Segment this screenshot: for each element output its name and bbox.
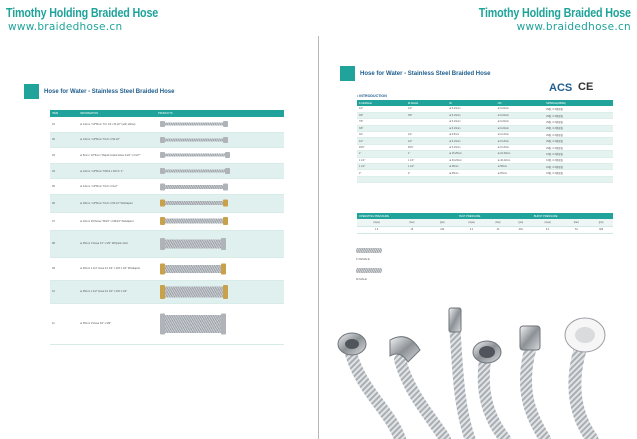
hose-6 [575,350,592,439]
spec-cell: ⊕ 65mm [496,170,545,176]
hose-fitting [223,183,228,190]
item-information: ⊕ 8mm / 10*6mm "Rapid Coded Hose F1/2" x F1/2"" [78,148,156,164]
hose-5 [526,350,545,439]
braided-hose-image [164,185,224,189]
hose-fitting [160,137,165,143]
pressure-unit: (psi) [510,219,532,226]
brand-url-left[interactable]: www.braidedhose.cn [8,21,123,33]
spec-cell: 3/8" [357,112,406,118]
male-hose-sample [356,268,382,273]
brand-url-right[interactable]: www.braidedhose.cn [516,21,631,33]
spec-cell: ⊕ 9.22mm [496,112,545,118]
spec-header: F-FEMALE [357,100,406,106]
fittings [338,308,605,363]
spec-cell: ⊕ 9.22mm [496,119,545,125]
hose-1 [350,350,400,439]
spec-cell: ⊕ 6.13mm [447,144,496,150]
female-hose-label: F-FEMALE [356,257,370,261]
spec-cell: 7/8" [357,119,406,125]
pressure-table [357,213,613,234]
pressure-unit: (bar) [563,219,589,226]
spec-cell: ⊕ 6.8mm [447,132,496,138]
left-product-table [50,110,284,345]
spec-cell: ⊕ 6.13mm [447,112,496,118]
right-section-title: Hose for Water - Stainless Steel Braided Hose [360,70,491,77]
product-row [50,280,284,303]
pressure-unit: (psi) [589,219,613,226]
spec-cell: ⊕ 30.23mm [447,157,496,163]
spec-cell: 1 1/4" [406,157,447,163]
hose-fitting [160,313,165,334]
braided-hose-image [164,239,222,248]
spec-cell: 16根, 0.3根规格 [544,164,613,170]
operating-pressure-header: OPERATING PRESSURE [357,213,457,219]
hose-4 [484,360,505,439]
item-number: 07 [50,212,78,230]
spec-cell: ⊕ 16.30mm [496,151,545,157]
spec-cell: 16根, 0.3根规格 [544,157,613,163]
spec-cell: ⊕ 40.42mm [496,157,545,163]
product-row [50,163,284,179]
braided-hose-image [164,219,224,224]
spec-row [357,176,613,182]
item-number: 08 [50,230,78,257]
hose-fitting [160,121,165,127]
pressure-value: 928 [589,226,613,233]
spec-cell [447,176,496,182]
hose-fitting [223,217,228,225]
brand-title-right: Timothy Holding Braided Hose [478,6,631,20]
item-number: 11 [50,303,78,344]
header-information: INFORMATION [78,110,156,117]
hose-3 [455,330,470,439]
pressure-unit: (bar) [396,219,428,226]
item-number: 09 [50,257,78,280]
spec-cell [496,176,545,182]
item-information: ⊕ 30mm 1 1/4" Hose F1 1/4" x FM 1 1/4" W/Adaptor [78,257,156,280]
pressure-value: 464 [510,226,532,233]
page-spine-divider [318,36,319,439]
braided-hose-image [164,170,226,173]
product-image-cell [156,230,284,257]
item-information: ⊕ 35mm 1 1/2" Hose F1 1/2" x FM 1 1/2" [78,280,156,303]
product-image-cell [156,280,284,303]
spec-cell: ⊕ 35mm [447,164,496,170]
section-marker-square [24,84,39,99]
spec-cell: 29根, 0.3根规格 [544,132,613,138]
hose-fitting [223,121,228,127]
product-row [50,132,284,148]
spec-cell: 1/2" [406,106,447,112]
braided-hose-image [164,138,224,141]
acs-certification-mark: ACS [549,82,573,94]
spec-cell: 29根, 0.3根规格 [544,112,613,118]
product-row [50,212,284,230]
spec-cell: 1/4" [406,132,447,138]
hose-fitting [160,152,165,158]
spec-cell: ⊕ 55mm [496,164,545,170]
spec-cell: 3/4" [357,132,406,138]
male-hose-label: M-MALE [356,277,367,281]
pressure-unit: (mpa) [457,219,486,226]
spec-cell: 1" [357,151,406,157]
spec-cell: 3/8" [357,125,406,131]
hose-fitting [160,285,165,299]
spec-cell: 2" [357,170,406,176]
spec-cell: ⊕ 9.22mm [496,125,545,131]
product-image-cell [156,163,284,179]
spec-cell: ⊕ 15.25mm [447,151,496,157]
product-row [50,194,284,212]
braided-hose-image [164,286,224,297]
item-information: ⊕ 14mm / 10*8mm "FC 1/2 x M 22" (with elbow) [78,117,156,132]
product-image-cell [156,194,284,212]
hose-fitting [223,285,228,299]
hose-fitting [225,152,230,158]
item-number: 04 [50,163,78,179]
braided-hose-image [164,265,222,273]
item-number: 10 [50,280,78,303]
braided-hose-image [164,123,224,126]
spec-header: SPINDLE(WIRE) [544,100,613,106]
spec-cell: 16根, 0.3根规格 [544,151,613,157]
product-image-cell [156,303,284,344]
pressure-unit: (bar) [486,219,510,226]
spec-cell: 29根, 0.3根规格 [544,144,613,150]
braided-hose-image [164,154,226,157]
product-image-cell [156,212,284,230]
pressure-value: 16 [396,226,428,233]
spec-header: M-MALE [406,100,447,106]
spec-cell: 29根, 0.3根规格 [544,106,613,112]
hose-fitting [223,137,228,143]
pressure-value: 64 [563,226,589,233]
pressure-unit: (mpa) [357,219,396,226]
hose-fitting [221,263,226,274]
spec-cell: 1 1/4" [357,157,406,163]
item-information: ⊕ 14mm / 10*8mm "F1/2 x FM 22" [78,132,156,148]
spec-cell: 9/16" [406,144,447,150]
spec-cell: 29根, 0.3根规格 [544,125,613,131]
pressure-value: 232 [428,226,457,233]
ce-certification-mark: CE [578,81,594,93]
left-section-title: Hose for Water - Stainless Steel Braided Hose [44,88,175,95]
hose-fitting [160,217,165,225]
introduction-label: • INTRODUCTION [357,94,387,98]
item-number: 06 [50,194,78,212]
item-information: ⊕ 14mm / 10*8mm "F1/2 x F1/2" [78,179,156,195]
braided-hose-image [164,201,224,205]
spec-cell: ⊕ 6.13mm [447,138,496,144]
braided-hose-photo [330,300,630,439]
spec-cell: 29根, 0.3根规格 [544,138,613,144]
burst-pressure-header: BURST PRESSURE [532,213,613,219]
product-image-cell [156,179,284,195]
product-row [50,117,284,132]
hose-fitting [221,313,226,334]
item-number: 01 [50,117,78,132]
brand-title-left: Timothy Holding Braided Hose [6,6,159,20]
hose-fitting [160,168,165,174]
female-hose-sample [356,248,382,253]
spec-cell [406,176,447,182]
hose-fitting [221,238,226,250]
spec-cell: ⊕ 9.13mm [496,132,545,138]
spec-cell: 29根, 0.3根规格 [544,119,613,125]
spec-cell: ⊕ 6.13mm [447,106,496,112]
product-image-cell [156,257,284,280]
spec-cell: 3/8" [406,112,447,118]
pressure-unit: (mpa) [532,219,564,226]
braided-hose-image [164,315,222,333]
spec-cell: ⊕ 65mm [447,170,496,176]
hose-fitting [160,263,165,274]
spec-cell: ⊕ 9.13mm [496,138,545,144]
left-section-header [24,84,174,99]
product-row [50,257,284,280]
product-image-cell [156,117,284,132]
pressure-unit: (psi) [428,219,457,226]
product-image-cell [156,148,284,164]
item-information: ⊕ 22mm 3/4"Hose "M3/4" x FM3/4" W/Adaptor [78,212,156,230]
product-row [50,179,284,195]
hose-fitting [160,200,165,207]
item-number: 05 [50,179,78,195]
pressure-value: 32 [486,226,510,233]
spec-table [357,100,613,183]
header-item: ITEM [50,110,78,117]
spec-header: OD [496,100,545,106]
test-pressure-header: TEST PRESSURE [457,213,532,219]
product-row [50,230,284,257]
item-information: ⊕ 18mm / 10*8mm "F1/2 x FM 12" W/Adaptor [78,194,156,212]
hose-fitting [160,183,165,190]
spec-cell: 16根, 0.3根规格 [544,170,613,176]
spec-cell: ⊕ 9.22mm [496,106,545,112]
spec-cell: 1/2" [357,138,406,144]
item-information: ⊕ 12mm / 10*8mm "FM12 x FM 3 / 1" [78,163,156,179]
product-row [50,148,284,164]
hose-fitting [223,200,228,207]
spec-cell: 1/2" [357,106,406,112]
product-row [50,303,284,344]
spec-cell: 1" [406,151,447,157]
item-information: ⊕ 65mm 2"Hose F2" x M2" [78,303,156,344]
header-products: PRODUCTS [156,110,284,117]
spec-cell: 2" [406,170,447,176]
spec-cell: ⊕ 9.13mm [496,144,545,150]
pressure-value: 3.2 [457,226,486,233]
spec-header: ID [447,100,496,106]
spec-cell: 1 1/2" [406,164,447,170]
item-number: 02 [50,132,78,148]
hose-fitting [225,168,230,174]
item-number: 03 [50,148,78,164]
spec-cell [357,176,406,182]
spec-cell: ⊕ 6.13mm [447,119,496,125]
spec-cell: 1 1/2" [357,164,406,170]
spec-cell: 9/16" [357,144,406,150]
spec-cell [544,176,613,182]
product-image-cell [156,132,284,148]
hose-fitting [160,238,165,250]
item-information: ⊕ 35mm 1"Hose F1" x M1" W/Quick Joint [78,230,156,257]
spec-cell: ⊕ 6.13mm [447,125,496,131]
spec-cell: 1/2" [406,138,447,144]
pressure-value: 1.6 [357,226,396,233]
hose-2 [400,360,445,439]
pressure-value: 6.4 [532,226,564,233]
right-section-header [340,66,490,81]
section-marker-square [340,66,355,81]
